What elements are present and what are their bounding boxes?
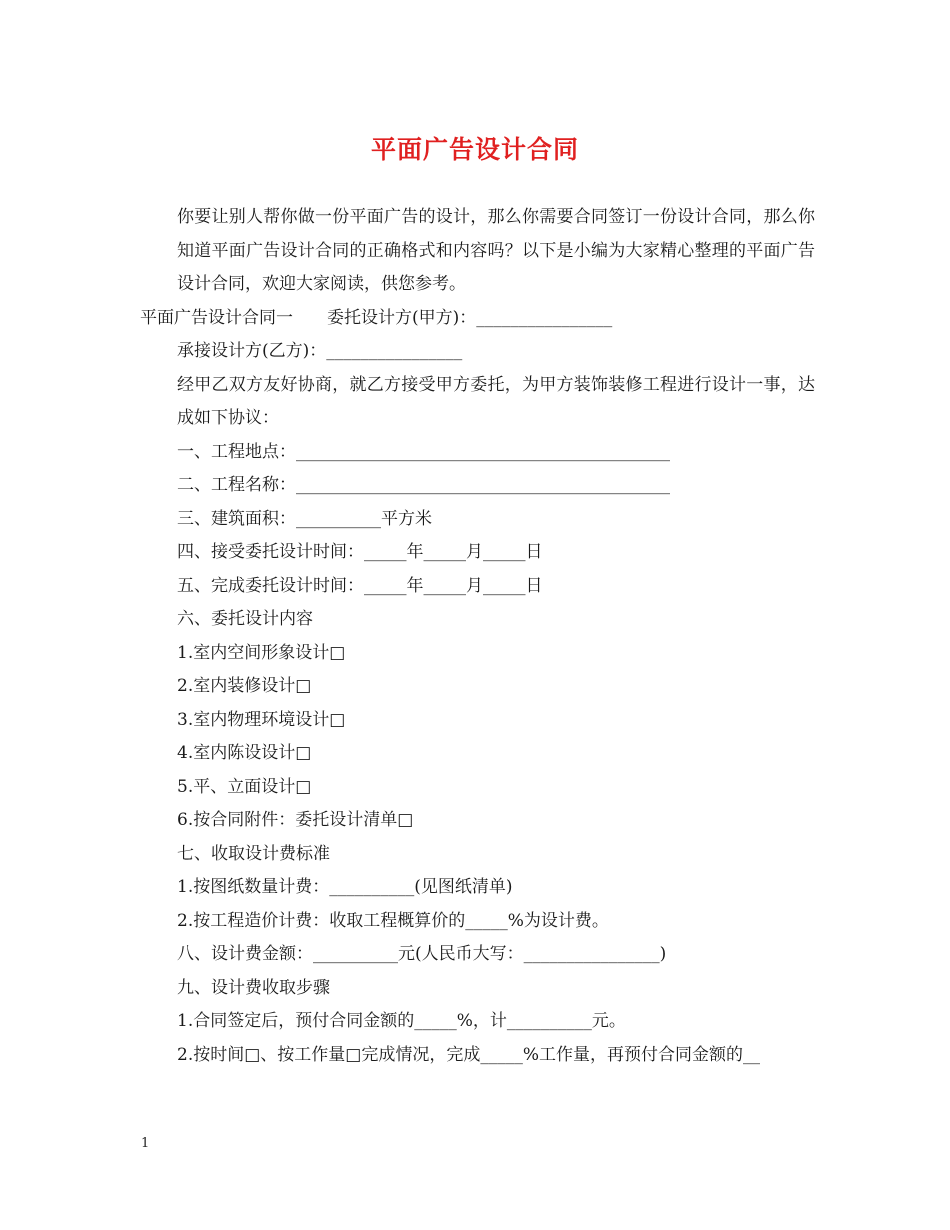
- clause-building-area: 三、建筑面积：__________平方米: [177, 508, 432, 529]
- clause-complete-time: 五、完成委托设计时间：_____年_____月_____日: [177, 575, 543, 596]
- clause-fee-steps: 九、设计费收取步骤: [177, 977, 330, 998]
- list-item: 1.按图纸数量计费：__________(见图纸清单): [177, 877, 513, 897]
- page-number: 1: [141, 1136, 150, 1151]
- clause-fee-standard: 七、收取设计费标准: [177, 843, 330, 864]
- list-item: 2.室内装修设计□: [177, 676, 312, 696]
- list-item: 4.室内陈设设计□: [177, 743, 312, 763]
- list-item: 3.室内物理环境设计□: [177, 709, 346, 730]
- list-item: 5.平、立面设计□: [177, 776, 312, 797]
- list-item: 2.按工程造价计费：收取工程概算价的_____%为设计费。: [177, 910, 609, 931]
- contract-one-party-a: 平面广告设计合同一 委托设计方(甲方)：________________: [140, 307, 613, 328]
- intro-paragraph: 你要让别人帮你做一份平面广告的设计，那么你需要合同签订一份设计合同，那么你知道平面广告设计合同的正确格式和内容吗？以下是小编为大家精心整理的平面广告设计合同，欢迎大家阅读，供您参考。: [177, 207, 815, 294]
- agreement-paragraph: 经甲乙双方友好协商，就乙方接受甲方委托，为甲方装饰装修工程进行设计一事，达成如下协议：: [177, 374, 815, 428]
- party-b-line: 承接设计方(乙方)：________________: [177, 341, 463, 361]
- clause-accept-time: 四、接受委托设计时间：_____年_____月_____日: [177, 542, 543, 562]
- clause-design-content: 六、委托设计内容: [177, 609, 313, 629]
- clause-fee-amount: 八、设计费金额：__________元(人民币大写：________________): [177, 944, 667, 964]
- list-item: 6.按合同附件：委托设计清单□: [177, 810, 414, 830]
- list-item: 1.合同签定后，预付合同金额的_____%，计__________元。: [177, 1011, 626, 1031]
- clause-project-location: 一、工程地点：____________________________________________: [177, 441, 670, 462]
- list-item: 1.室内空间形象设计□: [177, 642, 346, 663]
- document-body: [140, 201, 815, 1072]
- list-item: 2.按时间□、按工作量□完成情况，完成_____%工作量，再预付合同金额的__: [177, 1044, 760, 1065]
- document-title: 平面广告设计合同: [370, 135, 579, 164]
- clause-project-name: 二、工程名称：____________________________________________: [177, 475, 670, 495]
